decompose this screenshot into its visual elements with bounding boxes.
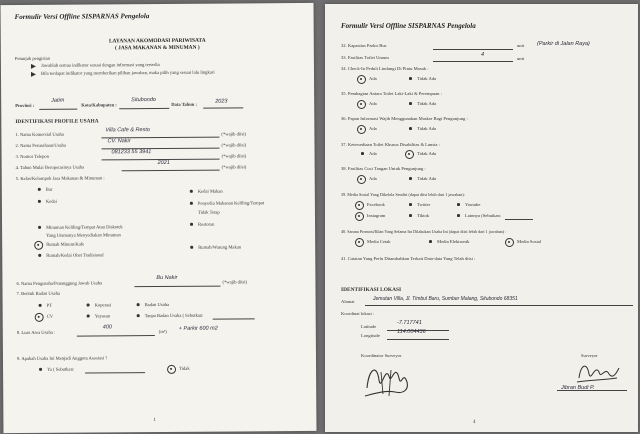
q34-tidak-ada[interactable]: Tidak Ada [417,76,437,81]
q32-unit: unit [517,43,525,48]
q6-label: 6. Nama Pengusaha/Penanggung Jawab Usaha [16,280,103,286]
kota-value[interactable]: Situbondo [131,97,156,104]
q37-ada[interactable]: Ada [369,151,377,156]
alamat-label: Alamat [341,299,355,304]
q8-note[interactable]: + Parkir 600 m2 [178,325,218,332]
q4-value[interactable]: 2021 [157,159,170,167]
option-facebook[interactable]: Facebook [367,202,385,207]
option-rumah-minum[interactable]: Rumah Minum/Kafe [46,241,85,247]
surveyor-name: Jibran Budi P. [561,385,595,391]
option-penyedia-makanan[interactable]: Penyedia Makanan Keliling/Tempat [197,200,265,206]
option-yayasan[interactable]: Yayasan [94,313,111,319]
option-minuman[interactable]: Minuman Keliling/Tempat Atau Diskotek [46,224,123,230]
required-note: (*wajib diisi) [221,153,247,159]
longitude-value[interactable]: 114.004436 [397,329,426,335]
instruction-1: Jawablah semua indikator sesuai dengan informasi yang tersedia [40,61,160,68]
option-youtube[interactable]: Youtube [465,202,481,207]
required-note: (*wajib diisi) [221,142,247,148]
instruction-2: Bila terdapat indikator yang memberikan pilihan jawaban, maka pilih yang sesuai lalu lingkari [40,69,215,76]
q36-tidak-ada[interactable]: Tidak Ada [417,126,437,131]
q37-label: 37. Ketersediaan Toilet Khusus Disabilitas & Lansia : [341,142,440,147]
option-twitter[interactable]: Twitter [417,202,431,207]
page-number: 1 [153,418,156,424]
longitude-label: Longitude [361,333,380,338]
form-page-1 [1,3,317,433]
page-number: 4 [473,420,476,425]
option-koperasi[interactable]: Koperasi [94,302,112,308]
q38-tidak-ada[interactable]: Tidak Ada [417,176,437,181]
koordinat-label: Koordinat lokasi : [341,311,375,316]
q35-ada[interactable]: Ada [369,101,377,106]
arrow-bullet-icon [31,72,37,77]
tahun-label: Data Tahun : [171,101,198,107]
lokasi-section-title: IDENTIFIKASI LOKASI [341,287,402,293]
option-badan-usaha[interactable]: Badan Usaha [144,301,169,308]
q32-note[interactable]: (Parkir di Jalan Raya) [537,41,590,47]
q7-label: 7. Bentuk Badan Usaha [16,290,60,296]
surveyor-label: Surveyor [581,353,598,358]
option-rumah-warung-makan[interactable]: Rumah/Warung Makan [198,244,242,250]
latitude-label: Latitude [361,324,377,329]
q33-label: 33. Fasilitas Toilet Umum [341,55,389,60]
option-penyedia-makanan-2: Tidak Tetap [197,209,220,215]
option-pt[interactable]: PT [46,302,52,308]
option-rumah-kedai-obat[interactable]: Rumah/Kedai Obat Tradisional [46,252,104,258]
arrow-bullet-icon [31,64,37,69]
required-note: (*wajib diisi) [221,164,247,170]
option-bar[interactable]: Bar [45,186,53,192]
option-tanpa-badan-usaha[interactable]: Tanpa Badan Usaha ( Sebutkan: [144,312,204,319]
required-note: (*wajib diisi) [221,131,247,137]
q40-label: 40. Sarana Promosi/Iklan Yang Selama Ini Dilakukan Usaha Ini (dapat diisi lebih dari 1 jawaban) : [341,229,507,234]
q37-tidak-ada[interactable]: Tidak Ada [417,151,437,156]
q33-value[interactable]: 4 [481,52,485,58]
required-note: (*wajib diisi) [222,279,248,285]
q3-value[interactable]: 081233 55 3941 [111,149,152,156]
q8-unit: (m²) [158,328,167,335]
koordinator-label: Koordinator Surveyor [361,353,402,358]
q8-label: 8. Luas Area Usaha : [16,329,56,335]
q1-label: 1. Nama Komersial Usaha [15,131,64,137]
q33-unit: unit [517,56,525,61]
q38-ada[interactable]: Ada [369,176,377,181]
alamat-value[interactable]: Jemutan Villa, Jl. Timbul Baru, Sumber Malang, Situbondo 68351 [373,296,518,302]
q39-label: 39. Media Sosial Yang Dikelola Sendiri (dapat diisi lebih dari 1 jawaban): [341,192,465,197]
koordinator-signature [359,358,419,400]
option-kedai[interactable]: Kedai [45,198,57,204]
q41-label: 41. Catatan Yang Perlu Ditambahkan Terkait Data-data Yang Telah diisi : [341,256,476,261]
form-title: LAYANAN AKOMODASI PARIWISATA [108,37,206,45]
q34-ada[interactable]: Ada [369,76,377,81]
kota-label: Kota/Kabupaten : [81,102,117,108]
option-media-sosial[interactable]: Media Sosial [517,239,542,244]
option-lainnya[interactable]: Lainnya (Sebutkan: [465,213,502,218]
form-header: Formulir Versi Offline SISPARNAS Pengelola [14,12,150,21]
form-subtitle: ( JASA MAKANAN & MINUMAN ) [114,44,200,52]
q1-value[interactable]: Villa Cafe & Resto [105,127,150,134]
q2-value[interactable]: CV. Nakir [107,138,131,145]
tahun-value[interactable]: 2023 [215,98,228,105]
option-ya[interactable]: Ya ( Sebutkan: [47,366,75,372]
q9-label: 9. Apakah Usaha Ini Menjadi Anggota Asosiasi ? [16,355,108,361]
option-media-cetak[interactable]: Media Cetak [367,239,391,244]
q5-label: 5. Kelas/Kelompok Jasa Makanan & Minuman : [15,175,105,181]
q3-label: 3. Nomor Telepon [15,153,49,159]
q38-label: 38. Fasilitas Cuci Tangan Untuk Pengunjung : [341,166,426,171]
option-restoran[interactable]: Restoran [198,221,215,227]
form-page-4 [325,4,638,432]
q36-ada[interactable]: Ada [369,126,377,131]
provinsi-label: Provinsi : [15,102,35,108]
q8-value[interactable]: 400 [102,324,112,331]
q4-label: 4. Tahun Mulai Beroperasinya Usaha [15,164,85,170]
option-media-elektronik[interactable]: Media Elektronik [437,239,470,244]
option-tidak[interactable]: Tidak [179,365,190,371]
option-minuman-2: Yang Utamanya Menyediakan Minuman [46,232,121,238]
option-kedai-makan[interactable]: Kedai Makan [197,188,223,194]
form-header: Formulir Versi Offline SISPARNAS Pengelola [341,22,476,30]
q2-label: 2. Nama Perusahaan/Usaha [15,142,66,148]
provinsi-value[interactable]: Jatim [51,97,65,104]
surveyor-signature [573,358,623,386]
latitude-value[interactable]: -7.717741 [397,320,422,326]
instructions-label: Petunjuk pengisian [14,55,50,61]
option-instagram[interactable]: Instagram [367,213,386,218]
option-tiktok[interactable]: Tiktok [417,213,430,218]
q32-label: 32. Kapasitas Parkir Bus [341,43,387,48]
option-cv[interactable]: CV [46,313,54,319]
q35-tidak-ada[interactable]: Tidak Ada [417,101,437,106]
section-title: IDENTIFIKASI PROFILE USAHA [15,118,99,125]
q36-label: 36. Papan Informasi Wajib Menggunakan Masker Bagi Pengunjung : [341,116,468,121]
q35-label: 35. Pembagian Antara Toilet Laki-Laki & Perempuan : [341,91,442,96]
q34-label: 34. Check-In Peduli Lindungi Di Pintu Masuk : [341,66,429,71]
q6-value[interactable]: Bu Nakir [156,274,178,282]
